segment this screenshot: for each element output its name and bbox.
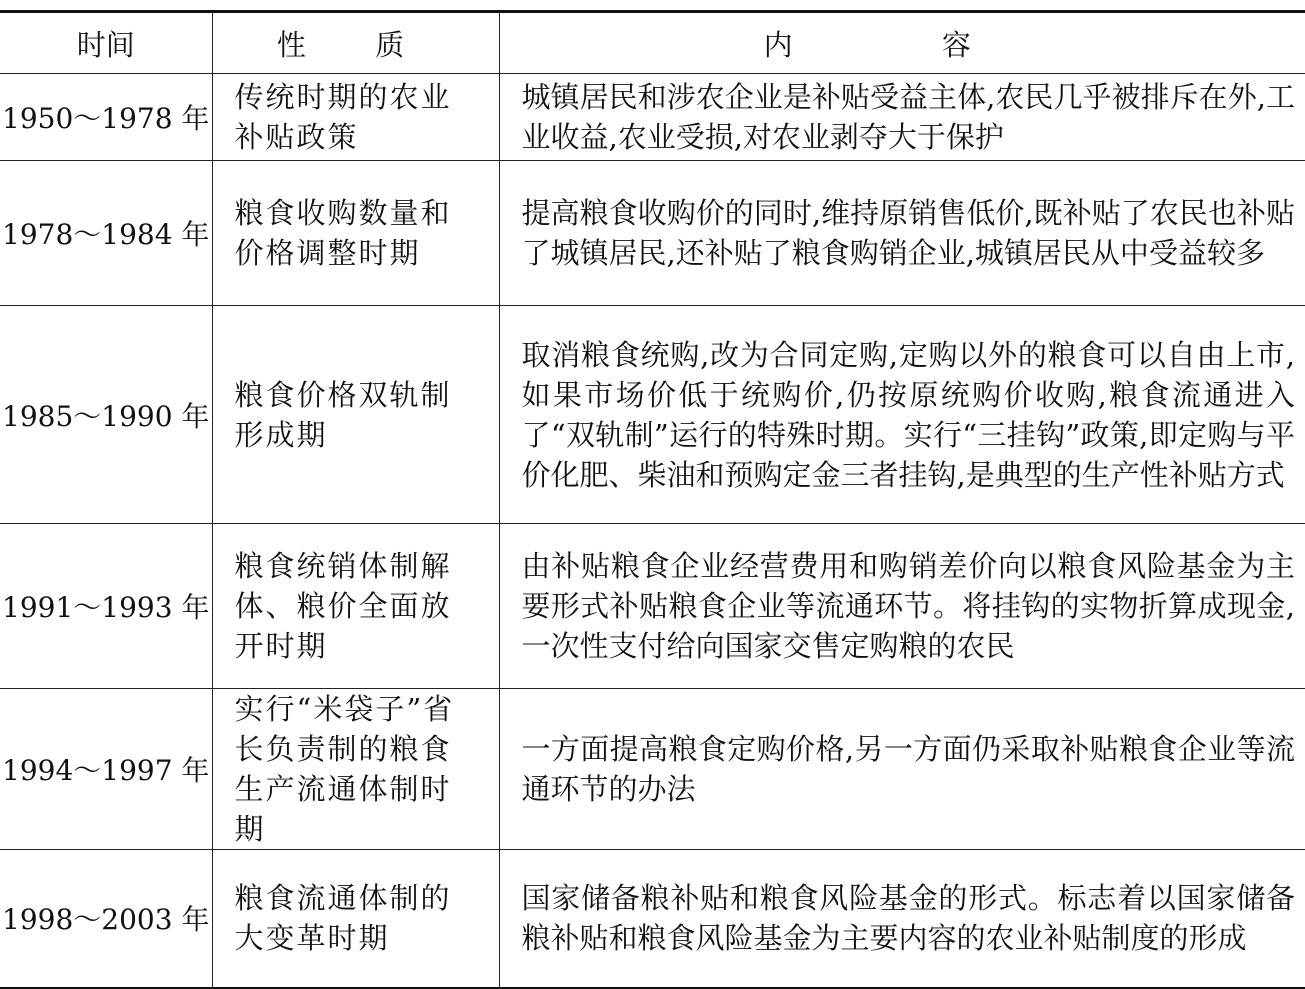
content-cell: 一方面提高粮食定购价格,另一方面仍采取补贴粮食企业等流通环节的办法 bbox=[499, 689, 1305, 850]
header-row bbox=[0, 12, 1305, 74]
table-row bbox=[0, 524, 1305, 689]
table-row bbox=[0, 306, 1305, 524]
table-row bbox=[0, 850, 1305, 988]
content-cell: 国家储备粮补贴和粮食风险基金的形式。标志着以国家储备粮补贴和粮食风险基金为主要内容的农业补贴制度的形成 bbox=[499, 850, 1305, 988]
nature-cell: 粮食收购数量和价格调整时期 bbox=[212, 161, 499, 306]
header-content: 内 容 bbox=[499, 12, 1305, 74]
content-cell: 由补贴粮食企业经营费用和购销差价向以粮食风险基金为主要形式补贴粮食企业等流通环节。将挂钩的实物折算成现金,一次性支付给向国家交售定购粮的农民 bbox=[499, 524, 1305, 689]
nature-cell: 粮食统销体制解体、粮价全面放开时期 bbox=[212, 524, 499, 689]
header-nature: 性 质 bbox=[212, 12, 499, 74]
nature-cell: 实行“米袋子”省长负责制的粮食生产流通体制时期 bbox=[212, 689, 499, 850]
table-row bbox=[0, 161, 1305, 306]
period-cell: 1991～1993 年 bbox=[0, 524, 212, 689]
table-row bbox=[0, 689, 1305, 850]
nature-cell: 粮食价格双轨制形成期 bbox=[212, 306, 499, 524]
table-row bbox=[0, 74, 1305, 161]
period-cell: 1950～1978 年 bbox=[0, 74, 212, 161]
content-cell: 取消粮食统购,改为合同定购,定购以外的粮食可以自由上市,如果市场价低于统购价,仍按原统购价收购,粮食流通进入了“双轨制”运行的特殊时期。实行“三挂钩”政策,即定购与平价化肥、柴油和预购定金三者挂钩,是典型的生产性补贴方式 bbox=[499, 306, 1305, 524]
period-cell: 1994～1997 年 bbox=[0, 689, 212, 850]
nature-cell: 粮食流通体制的大变革时期 bbox=[212, 850, 499, 988]
header-period: 时间 bbox=[0, 12, 212, 74]
content-cell: 城镇居民和涉农企业是补贴受益主体,农民几乎被排斥在外,工业收益,农业受损,对农业剥夺大于保护 bbox=[499, 74, 1305, 161]
period-cell: 1985～1990 年 bbox=[0, 306, 212, 524]
nature-cell: 传统时期的农业补贴政策 bbox=[212, 74, 499, 161]
period-cell: 1978～1984 年 bbox=[0, 161, 212, 306]
subsidy-history-table bbox=[0, 10, 1305, 989]
content-cell: 提高粮食收购价的同时,维持原销售低价,既补贴了农民也补贴了城镇居民,还补贴了粮食购销企业,城镇居民从中受益较多 bbox=[499, 161, 1305, 306]
period-cell: 1998～2003 年 bbox=[0, 850, 212, 988]
